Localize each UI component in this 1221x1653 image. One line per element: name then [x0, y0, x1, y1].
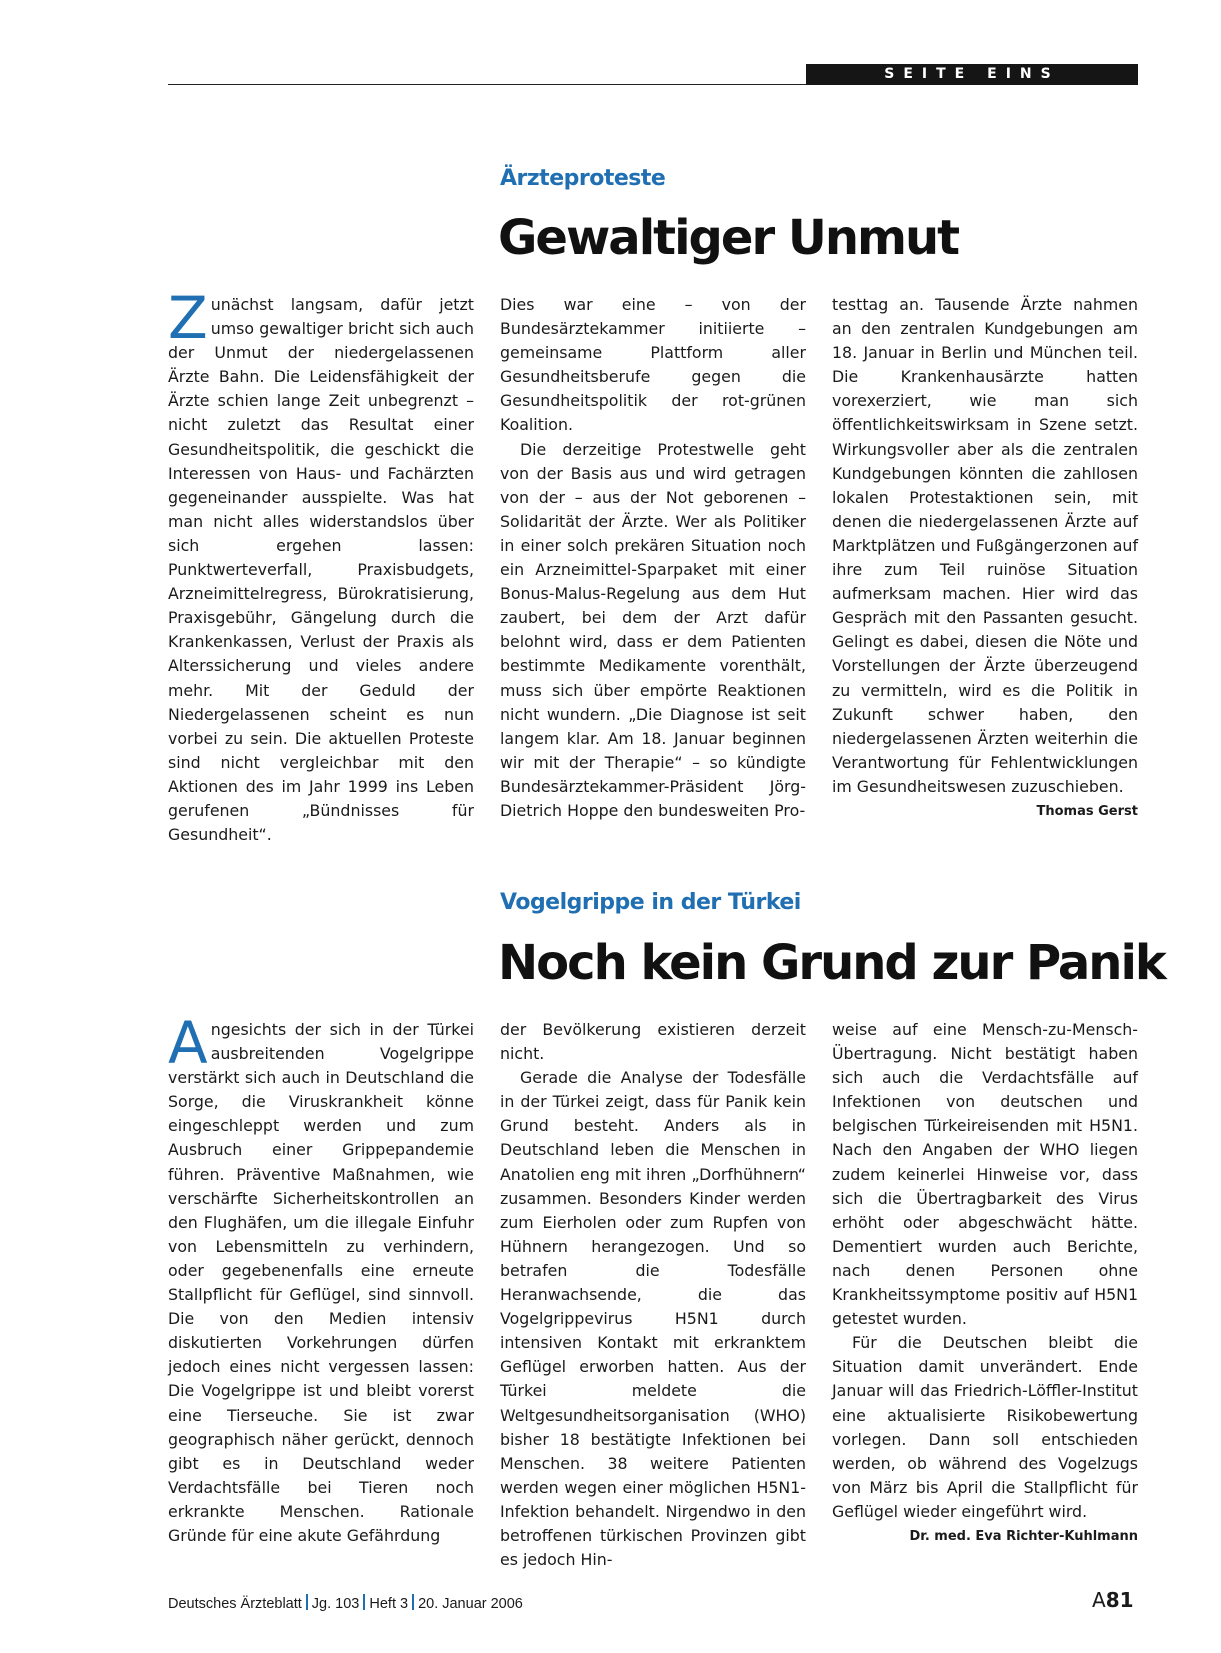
article2-kicker: Vogelgrippe in der Türkei — [500, 890, 801, 915]
footer-issue: Heft 3 — [369, 1596, 409, 1612]
article1-headline: Gewaltiger Unmut — [498, 210, 959, 266]
article1-column-2 — [500, 293, 806, 823]
article2-col3-paragraph-2: Für die Deutschen bleibt die Situation damit unverändert. Ende Januar will das Friedrich-Löffler-Institut eine aktualisierte Risikobewertung vorlegen. Dann soll entschieden werden, ob während des Vogelzugs von März bis April die Stallpflicht für Geflügel wieder eingeführt wird. — [832, 1333, 1138, 1521]
article2-col3-paragraph-1: weise auf eine Mensch-zu-Mensch-Übertragung. Nicht bestätigt haben sich auch die Verdachtsfälle auf Infektionen von deutschen und belgischen Türkeireisenden mit H5N1. Nach den Angaben der WHO liegen zudem keinerlei Hinweise vor, dass sich die Übertragbarkeit des Virus erhöht oder abgeschwächt hätte. Dementiert wurden auch Berichte, nach denen Personen ohne Krankheitssymptome positiv auf H5N1 getestet wurden. — [832, 1020, 1138, 1329]
footer-separator — [363, 1594, 365, 1610]
article1-dropcap: Z — [168, 284, 208, 352]
article1-author: Thomas Gerst — [1036, 803, 1138, 819]
article1-column-1 — [168, 284, 474, 847]
article2-headline: Noch kein Grund zur Panik — [498, 935, 1165, 991]
article2-col2-paragraph-2: Gerade die Analyse der Todesfälle in der Türkei zeigt, dass für Panik kein Grund besteht. Anders als in Deutschland leben die Menschen in Anatolien eng mit ihren „Dorfhühnern“ zusammen. Besonders Kinder werden zum Eierholen oder zum Rupfen von Hühnern herangezogen. Und so betrafen die Todesfälle Heranwachsende, die das Vogelgrippevirus H5N1 durch intensiven Kontakt mit erkranktem Geflügel erworben hatten. Aus der Türkei meldete die Weltgesundheitsorganisation (WHO) bisher 18 bestätigte Infektionen bei Menschen. 38 weitere Patienten werden wegen einer möglichen H5N1-Infektion behandelt. Nirgendwo in den betroffenen türkischen Provinzen gibt es jedoch Hin- — [500, 1068, 806, 1570]
article2-col1-text: ngesichts der sich in der Türkei ausbreitenden Vogelgrippe verstärkt sich auch in Deutschland die Sorge, die Viruskrankheit könne eingeschleppt werden und zum Ausbruch einer Grippepandemie führen. Präventive Maßnahmen, wie verschärfte Sicherheitskontrollen an den Flughäfen, um die illegale Einfuhr von Lebensmitteln zu verhindern, oder gegebenenfalls eine erneute Stallpflicht für Geflügel, sind sinnvoll. Die von den Medien intensiv diskutierten Vorkehrungen dürfen jedoch eines nicht vergessen lassen: Die Vogelgrippe ist und bleibt vorerst eine Tierseuche. Sie ist zwar geographisch näher gerückt, dennoch gibt es in Deutschland weder Verdachtsfälle bei Tieren noch erkrankte Menschen. Rationale Gründe für eine akute Gefährdung — [168, 1020, 474, 1545]
article1-col2-paragraph-1: Dies war eine – von der Bundesärztekammer initiierte – gemeinsame Plattform aller Gesundheitsberufe gegen die Gesundheitspolitik der rot-grünen Koalition. — [500, 295, 806, 435]
page-number-value: 81 — [1105, 1588, 1134, 1612]
article1-kicker: Ärzteproteste — [500, 166, 666, 191]
article2-column-1 — [168, 1009, 474, 1548]
footer-separator — [306, 1594, 308, 1610]
page-prefix: A — [1092, 1588, 1106, 1612]
page-footer — [168, 1594, 523, 1612]
article2-column-2 — [500, 1018, 806, 1572]
article2-author: Dr. med. Eva Richter-Kuhlmann — [909, 1528, 1138, 1544]
footer-separator — [412, 1594, 414, 1610]
article2-column-3 — [832, 1018, 1138, 1549]
footer-date: 20. Januar 2006 — [418, 1596, 523, 1612]
section-tag: SEITE EINS — [806, 64, 1138, 85]
page-number — [1092, 1588, 1134, 1612]
article2-dropcap: A — [168, 1009, 208, 1077]
article1-col2-paragraph-2: Die derzeitige Protestwelle geht von der Basis aus und wird getragen von der – aus der Not geborenen – Solidarität der Ärzte. Wer als Politiker in einer solch prekären Situation noch ein Arzneimittel-Sparpaket mit einer Bonus-Malus-Regelung aus dem Hut zaubert, bei dem der Arzt dafür belohnt wird, dass er dem Patienten bestimmte Medikamente vorenthält, muss sich über empörte Reaktionen nicht wundern. „Die Diagnose ist seit langem klar. Am 18. Januar beginnen wir mit der Therapie“ – so kündigte Bundesärztekammer-Präsident Jörg-Dietrich Hoppe den bundesweiten Pro- — [500, 439, 806, 820]
article1-column-3 — [832, 293, 1138, 824]
footer-volume: Jg. 103 — [311, 1596, 360, 1612]
article1-col3-text: testtag an. Tausende Ärzte nahmen an den zentralen Kundgebungen am 18. Januar in Berlin und München teil. Die Krankenhausärzte hatten vorexerziert, wie man sich öffentlichkeitswirksam in Szene setzt. Wirkungsvoller aber als die zentralen Kundgebungen könnten die zahllosen lokalen Protestaktionen sein, mit denen die niedergelassenen Ärzte auf Marktplätzen und Fußgängerzonen auf ihre zum Teil ruinöse Situation aufmerksam machen. Hier wird das Gespräch mit den Passanten gesucht. Gelingt es dabei, diesen die Nöte und Vorstellungen der Ärzte überzeugend zu vermitteln, wird es die Politik in Zukunft schwer haben, den niedergelassenen Ärzten weiterhin die Verantwortung für Fehlentwicklungen im Gesundheitswesen zuzuschieben. — [832, 295, 1138, 796]
article1-col1-text: unächst langsam, dafür jetzt umso gewaltiger bricht sich auch der Unmut der niedergelassenen Ärzte Bahn. Die Leidensfähigkeit der Ärzte schien lange Zeit unbegrenzt – nicht zuletzt das Resultat einer Gesundheitspolitik, die geschickt die Interessen von Haus- und Fachärzten gegeneinander ausspielte. Was hat man nicht alles widerstandslos über sich ergehen lassen: Punktwerteverfall, Praxisbudgets, Arzneimittelregress, Bürokratisierung, Praxisgebühr, Gängelung durch die Krankenkassen, Verlust der Praxis als Alterssicherung und vieles andere mehr. Mit der Geduld der Niedergelassenen scheint es nun vorbei zu sein. Die aktuellen Proteste sind nicht vergleichbar mit den Aktionen des im Jahr 1999 ins Leben gerufenen „Bündnisses für Gesundheit“. — [168, 295, 474, 845]
article2-col2-paragraph-1: der Bevölkerung existieren derzeit nicht. — [500, 1020, 806, 1064]
footer-publication: Deutsches Ärzteblatt — [168, 1596, 302, 1612]
